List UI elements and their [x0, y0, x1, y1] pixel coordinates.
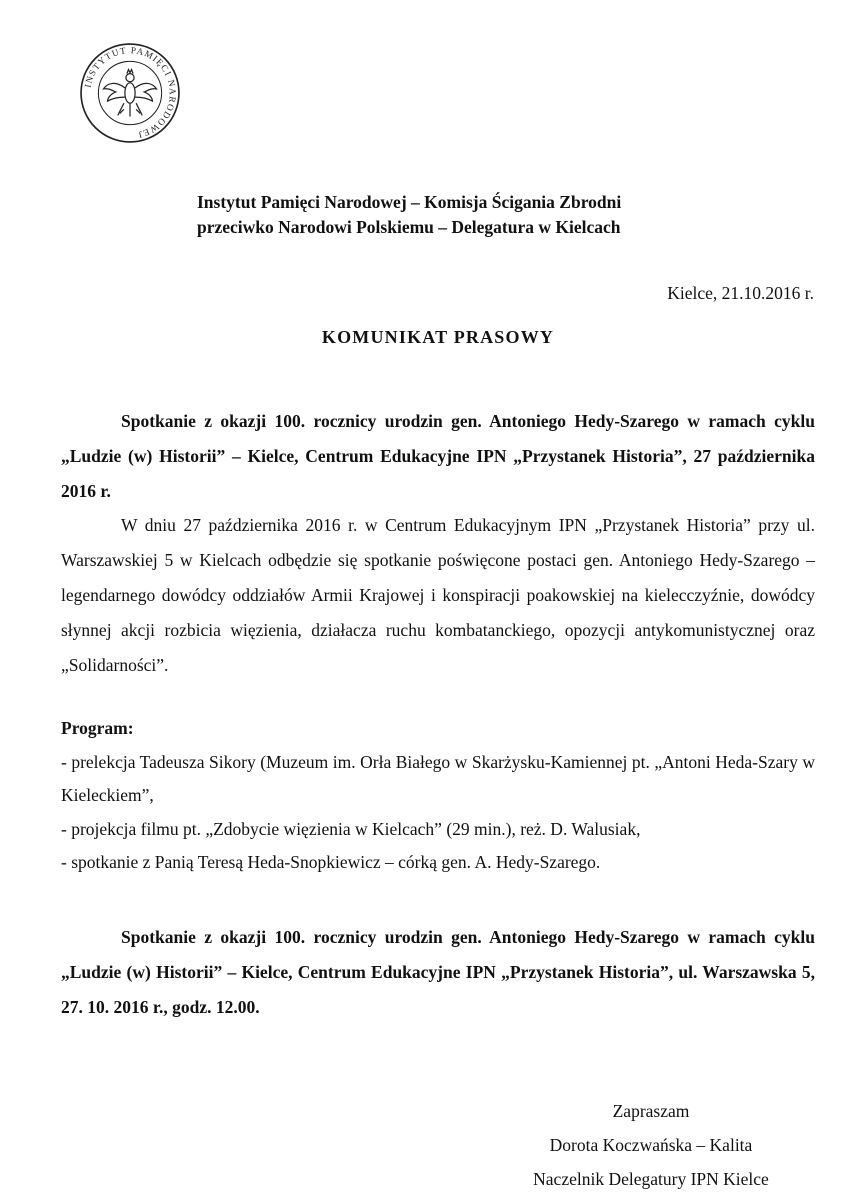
header-line-2: przeciwko Narodowi Polskiemu – Delegatura w Kielcach — [197, 217, 621, 237]
program-item: - projekcja filmu pt. „Zdobycie więzienia w Kielcach” (29 min.), reż. D. Walusiak, — [61, 818, 641, 839]
eagle-icon — [103, 70, 156, 117]
header-line-1: Instytut Pamięci Narodowej – Komisja Ścigania Zbrodni — [197, 192, 622, 212]
signatory-name: Dorota Koczwańska – Kalita — [549, 1135, 753, 1155]
signatory-role: Naczelnik Delegatury IPN Kielce — [533, 1169, 769, 1189]
svg-text:INSTYTUT PAMIĘCI NARODOWEJ: INSTYTUT PAMIĘCI NARODOWEJ — [82, 45, 178, 141]
program-item: - spotkanie z Panią Teresą Heda-Snopkiewicz – córką gen. A. Hedy-Szarego. — [61, 852, 601, 872]
program-label: Program: — [61, 718, 134, 738]
ipn-seal-logo — [79, 42, 181, 144]
signature-block — [501, 1094, 801, 1196]
program-section — [61, 712, 815, 880]
document-title: KOMUNIKAT PRASOWY — [321, 327, 555, 347]
body-paragraph: W dniu 27 października 2016 r. w Centrum Edukacyjnym IPN „Przystanek Historia” przy ul. Warszawskiej 5 w Kielcach odbędzie się spotkanie poświęcone postaci gen. Antoniego Hedy-Szarego – legendarnego dowódcy oddziałów Armii Krajowej i konspiracji poakowskiej na kielecczyźnie, dowódcy słynnej akcji rozbicia więzienia, działacza ruchu kombatanckiego, opozycji antykomunistycznej oraz „Solidarności”. — [61, 515, 815, 675]
summary-paragraph: Spotkanie z okazji 100. rocznicy urodzin gen. Antoniego Hedy-Szarego w ramach cyklu „Ludzie (w) Historii” – Kielce, Centrum Edukacyjne IPN „Przystanek Historia”, ul. Warszawska 5, 27. 10. 2016 r., godz. 12.00. — [61, 927, 815, 1017]
document-date: Kielce, 21.10.2016 r. — [667, 283, 814, 303]
lead-paragraph: Spotkanie z okazji 100. rocznicy urodzin gen. Antoniego Hedy-Szarego w ramach cyklu „Ludzie (w) Historii” – Kielce, Centrum Edukacyjne IPN „Przystanek Historia”, 27 października 2016 r. — [61, 411, 815, 501]
institution-header — [197, 190, 621, 240]
closing-invite: Zapraszam — [612, 1101, 690, 1121]
program-item: - prelekcja Tadeusza Sikory (Muzeum im. Orła Białego w Skarżysku-Kamiennej pt. „Antoni Heda-Szary w Kieleckiem”, — [61, 751, 815, 805]
